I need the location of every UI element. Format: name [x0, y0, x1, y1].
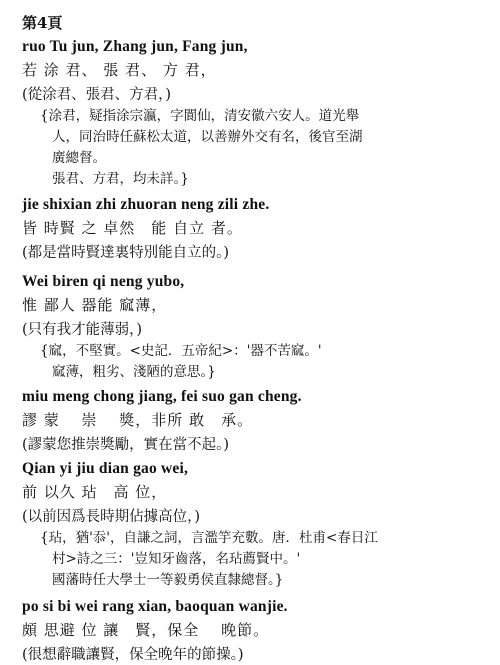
section-2 — [22, 196, 490, 262]
annotation-line: 廣總督。 — [52, 150, 106, 166]
chinese-line: 皆 時賢 之 卓然 能 自立 者。 — [22, 219, 243, 237]
annotation — [40, 106, 490, 190]
section-5 — [22, 460, 490, 591]
translation-line: (都是當時賢達裏特別能自立的。) — [22, 245, 230, 261]
chinese-line: 謬 蒙 崇 獎，非所 敢 承。 — [22, 411, 254, 429]
pinyin-line: Wei biren qi neng yubo, — [22, 273, 185, 290]
section-6 — [22, 598, 490, 664]
section-3 — [22, 273, 490, 383]
translation-line: (謬蒙您推崇獎勵，實在當不起。) — [22, 437, 230, 453]
pinyin-line: Qian yi jiu dian gao wei, — [22, 460, 189, 477]
translation-line: (以前因爲長時期佔據高位，) — [22, 509, 201, 525]
chinese-line: 前 以久 玷 高 位， — [22, 483, 168, 501]
chinese-line: 頗 思避 位 讓 賢，保全 晚節。 — [22, 621, 270, 639]
annotation — [40, 341, 490, 383]
section-1 — [22, 38, 490, 190]
pinyin-line: ruo Tu jun, Zhang jun, Fang jun, — [22, 38, 248, 55]
annotation-line: {玷，猶'忝'，自謙之詞，言濫竽充數。唐．杜甫<春日江 — [40, 530, 378, 546]
section-4 — [22, 388, 490, 454]
pinyin-line: jie shixian zhi zhuoran neng zili zhe. — [22, 196, 270, 213]
chinese-line: 惟 鄙人 器能 窳薄， — [22, 296, 168, 314]
annotation-line: 人，同治時任蘇松太道，以善辦外交有名，後官至湖 — [52, 129, 363, 145]
translation-line: (只有我才能薄弱，) — [22, 322, 143, 338]
pinyin-line: miu meng chong jiang, fei suo gan cheng. — [22, 388, 302, 405]
annotation-line: {涂君，疑指涂宗瀛，字閬仙，清安徽六安人。道光舉 — [40, 108, 360, 124]
annotation-line: 張君、方君，均未詳。} — [52, 171, 189, 187]
translation-line: (很想辭職讓賢，保全晚年的節操。) — [22, 647, 244, 663]
annotation-line: 村>詩之三：'豈知牙齒落，名玷薦賢中。' — [52, 551, 301, 567]
annotation-line: {窳，不堅實。<史記．五帝紀>：'器不苦窳。' — [40, 343, 322, 359]
annotation-line: 窳薄，粗劣、淺陋的意思。} — [52, 364, 216, 380]
translation-line: (從涂君、張君、方君，) — [22, 87, 172, 103]
page-number: 第4頁 — [22, 14, 63, 32]
chinese-line: 若 涂 君、 張 君、 方 君， — [22, 61, 217, 79]
annotation — [40, 528, 490, 591]
annotation-line: 國藩時任大學士一等毅勇侯直隸總督。} — [52, 572, 284, 588]
pinyin-line: po si bi wei rang xian, baoquan wanjie. — [22, 598, 288, 615]
